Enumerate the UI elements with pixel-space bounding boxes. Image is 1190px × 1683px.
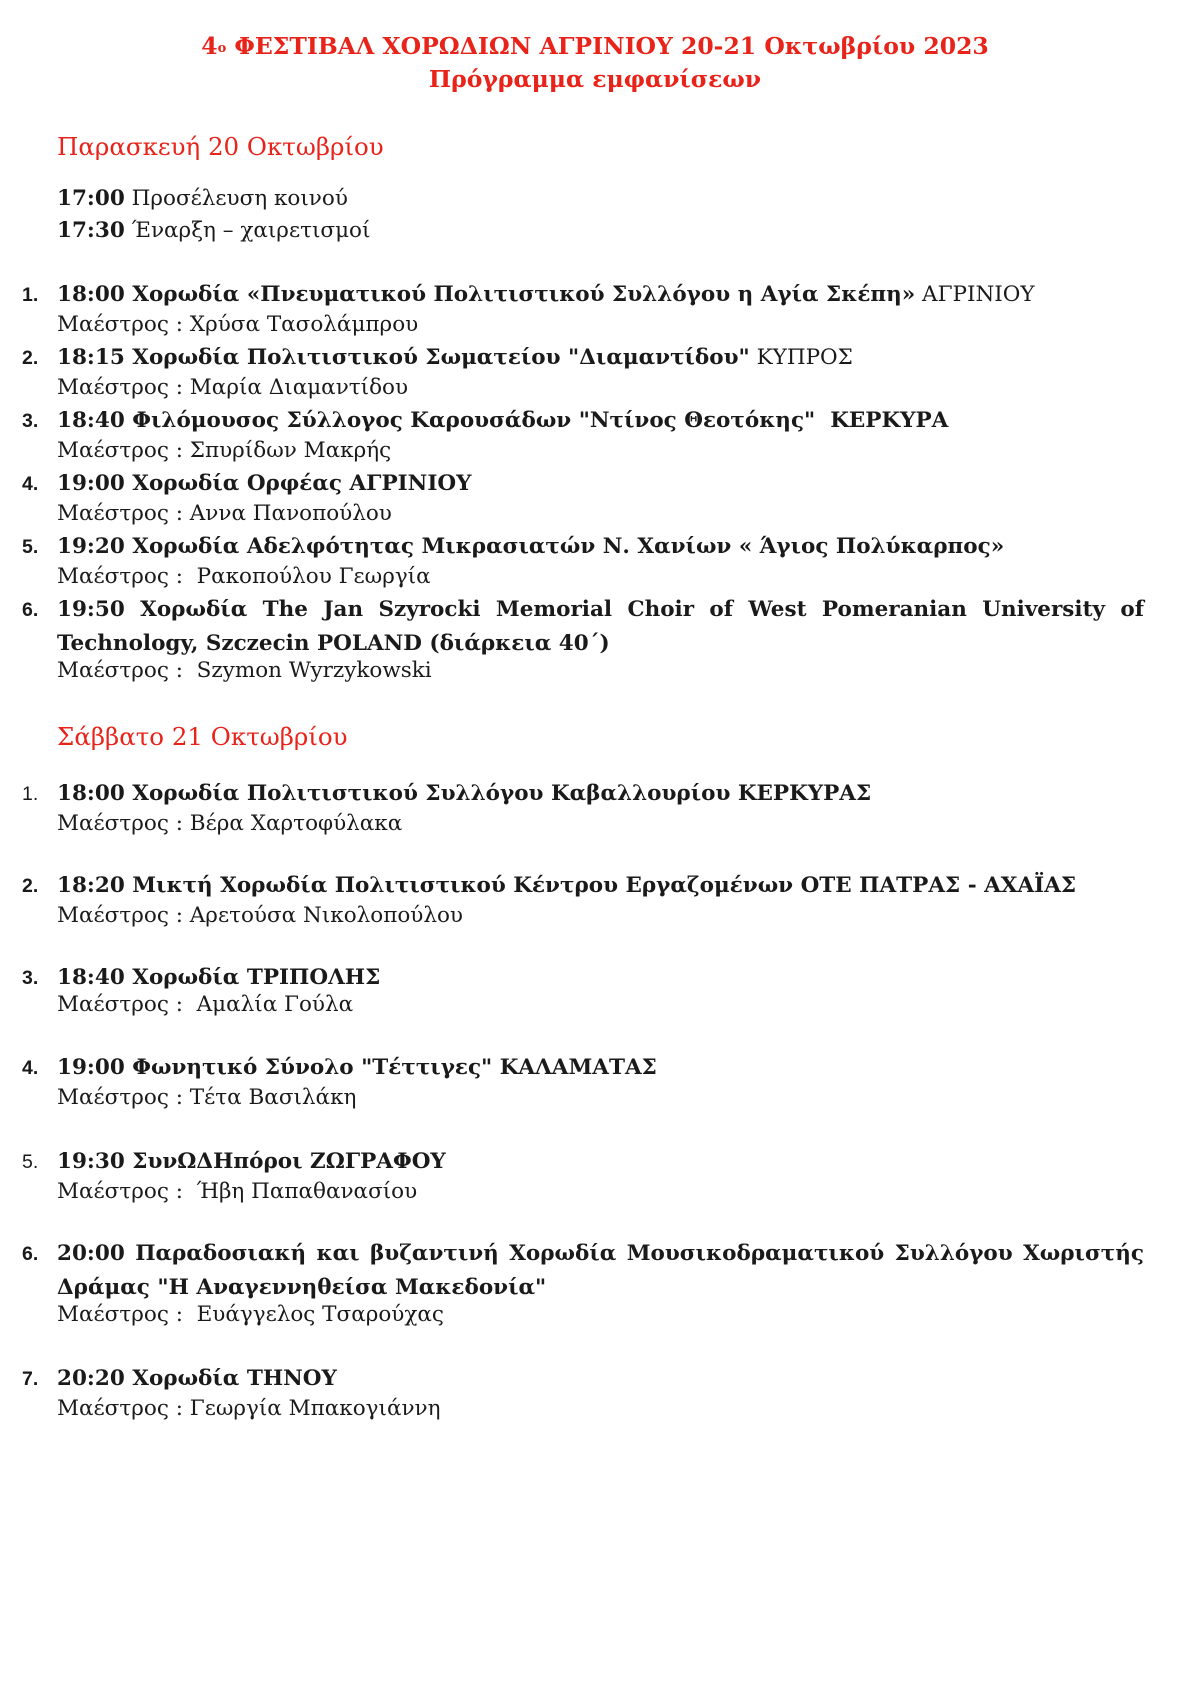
title-line-1 bbox=[0, 30, 1190, 63]
entry-title-bold: 18:00 Χορωδία «Πνευματικού Πολιτιστικού Συλλόγου η Αγία Σκέπη» bbox=[57, 282, 916, 307]
entry-number: 2. bbox=[22, 347, 39, 369]
entry-number: 5. bbox=[22, 536, 39, 558]
entry-title: 20:20 Χορωδία ΤΗΝΟΥ bbox=[57, 1366, 337, 1391]
entry-number: 7. bbox=[22, 1368, 39, 1390]
intro-line bbox=[57, 216, 370, 246]
entry-title: 18:00 Χορωδία Πολιτιστικού Συλλόγου Καβαλλουρίου ΚΕΡΚΥΡΑΣ bbox=[57, 781, 872, 806]
entry-number: 1. bbox=[22, 783, 39, 805]
saturday-heading: Σάββατο 21 Οκτωβρίου bbox=[57, 722, 348, 751]
entry-title-plain: ΚΥΠΡΟΣ bbox=[749, 345, 853, 370]
entry-conductor: Μαέστρος : Αμαλία Γούλα bbox=[57, 992, 354, 1017]
entry-title-plain: ΑΓΡΙΝΙΟΥ bbox=[915, 282, 1035, 307]
intro-text: Έναρξη – χαιρετισμοί bbox=[124, 218, 371, 243]
entry-number: 3. bbox=[22, 410, 39, 432]
entry-number: 1. bbox=[22, 284, 39, 306]
entry-conductor: Μαέστρος : Ευάγγελος Τσαρούχας bbox=[57, 1302, 444, 1327]
entry-title: 18:40 Χορωδία ΤΡΙΠΟΛΗΣ bbox=[57, 965, 381, 990]
entry-number: 4. bbox=[22, 473, 39, 495]
title-line-2: Πρόγραμμα εμφανίσεων bbox=[428, 65, 762, 93]
entry-title bbox=[57, 341, 1147, 375]
entry-number: 2. bbox=[22, 875, 39, 897]
intro-time: 17:30 bbox=[57, 218, 125, 243]
entry-title-bold: 18:15 Χορωδία Πολιτιστικού Σωματείου "Διαμαντίδου" bbox=[57, 345, 750, 370]
entry-title-bold: 18:40 Φιλόμουσος Σύλλογος Καρουσάδων "Ντίνος Θεοτόκης" ΚΕΡΚΥΡΑ bbox=[57, 408, 949, 433]
title-ordinal-number: 4 bbox=[201, 32, 218, 60]
entry-number: 4. bbox=[22, 1057, 39, 1079]
entry-title bbox=[57, 593, 1144, 661]
entry-title-bold: 19:50 Χορωδία The Jan Szyrocki Memorial Choir of West Pomeranian University of Technology, Szczecin POLAND (διάρκεια 40΄) bbox=[57, 597, 1144, 656]
entry-title: 19:30 ΣυνΩΔΗπόροι ΖΩΓΡΑΦΟΥ bbox=[57, 1149, 446, 1174]
entry-conductor: Μαέστρος : Χρύσα Τασολάμπρου bbox=[57, 312, 419, 337]
friday-heading: Παρασκευή 20 Οκτωβρίου bbox=[57, 132, 384, 161]
intro-line bbox=[57, 184, 348, 214]
title-ordinal-superscript: ο bbox=[217, 41, 227, 56]
entry-title bbox=[57, 278, 1147, 312]
entry-conductor: Μαέστρος : Αρετούσα Νικολοπούλου bbox=[57, 903, 464, 928]
entry-conductor: Μαέστρος : Ρακοπούλου Γεωργία bbox=[57, 564, 431, 589]
intro-text: Προσέλευση κοινού bbox=[124, 186, 348, 211]
entry-title bbox=[57, 530, 1147, 564]
entry-conductor: Μαέστρος : Βέρα Χαρτοφύλακα bbox=[57, 811, 403, 836]
intro-time: 17:00 bbox=[57, 186, 125, 211]
entry-conductor: Μαέστρος : Τέτα Βασιλάκη bbox=[57, 1085, 357, 1110]
entry-title-bold: 19:20 Χορωδία Αδελφότητας Μικρασιατών Ν. Χανίων « Άγιος Πολύκαρπος» bbox=[57, 534, 1005, 559]
entry-conductor: Μαέστρος : Szymon Wyrzykowski bbox=[57, 658, 432, 683]
entry-conductor: Μαέστρος : Μαρία Διαμαντίδου bbox=[57, 375, 409, 400]
title-festival-name: ΦΕΣΤΙΒΑΛ ΧΟΡΩΔΙΩΝ ΑΓΡΙΝΙΟΥ 20-21 Οκτωβρίου 2023 bbox=[226, 32, 989, 60]
document-title bbox=[0, 30, 1190, 96]
entry-number: 6. bbox=[22, 1243, 39, 1265]
entry-conductor: Μαέστρος : Γεωργία Μπακογιάννη bbox=[57, 1396, 441, 1421]
entry-conductor: Μαέστρος : Σπυρίδων Μακρής bbox=[57, 438, 392, 463]
entry-title-bold: 19:00 Χορωδία Ορφέας ΑΓΡΙΝΙΟΥ bbox=[57, 471, 472, 496]
entry-title bbox=[57, 467, 1147, 501]
entry-number: 3. bbox=[22, 967, 39, 989]
entry-conductor: Μαέστρος : Αννα Πανοπούλου bbox=[57, 501, 392, 526]
entry-title: 18:20 Μικτή Χορωδία Πολιτιστικού Κέντρου Εργαζομένων ΟΤΕ ΠΑΤΡΑΣ - ΑΧΑΪΑΣ bbox=[57, 873, 1077, 898]
entry-title: 20:00 Παραδοσιακή και βυζαντινή Χορωδία Μουσικοδραματικού Συλλόγου Χωριστής Δράμας "Η Αναγεννηθείσα Μακεδονία" bbox=[57, 1241, 1144, 1300]
entry-title: 19:00 Φωνητικό Σύνολο "Τέττιγες" ΚΑΛΑΜΑΤΑΣ bbox=[57, 1055, 657, 1080]
entry-number: 6. bbox=[22, 599, 39, 621]
entry-title bbox=[57, 404, 1147, 438]
entry-number: 5. bbox=[22, 1151, 39, 1173]
entry-conductor: Μαέστρος : Ήβη Παπαθανασίου bbox=[57, 1179, 418, 1204]
